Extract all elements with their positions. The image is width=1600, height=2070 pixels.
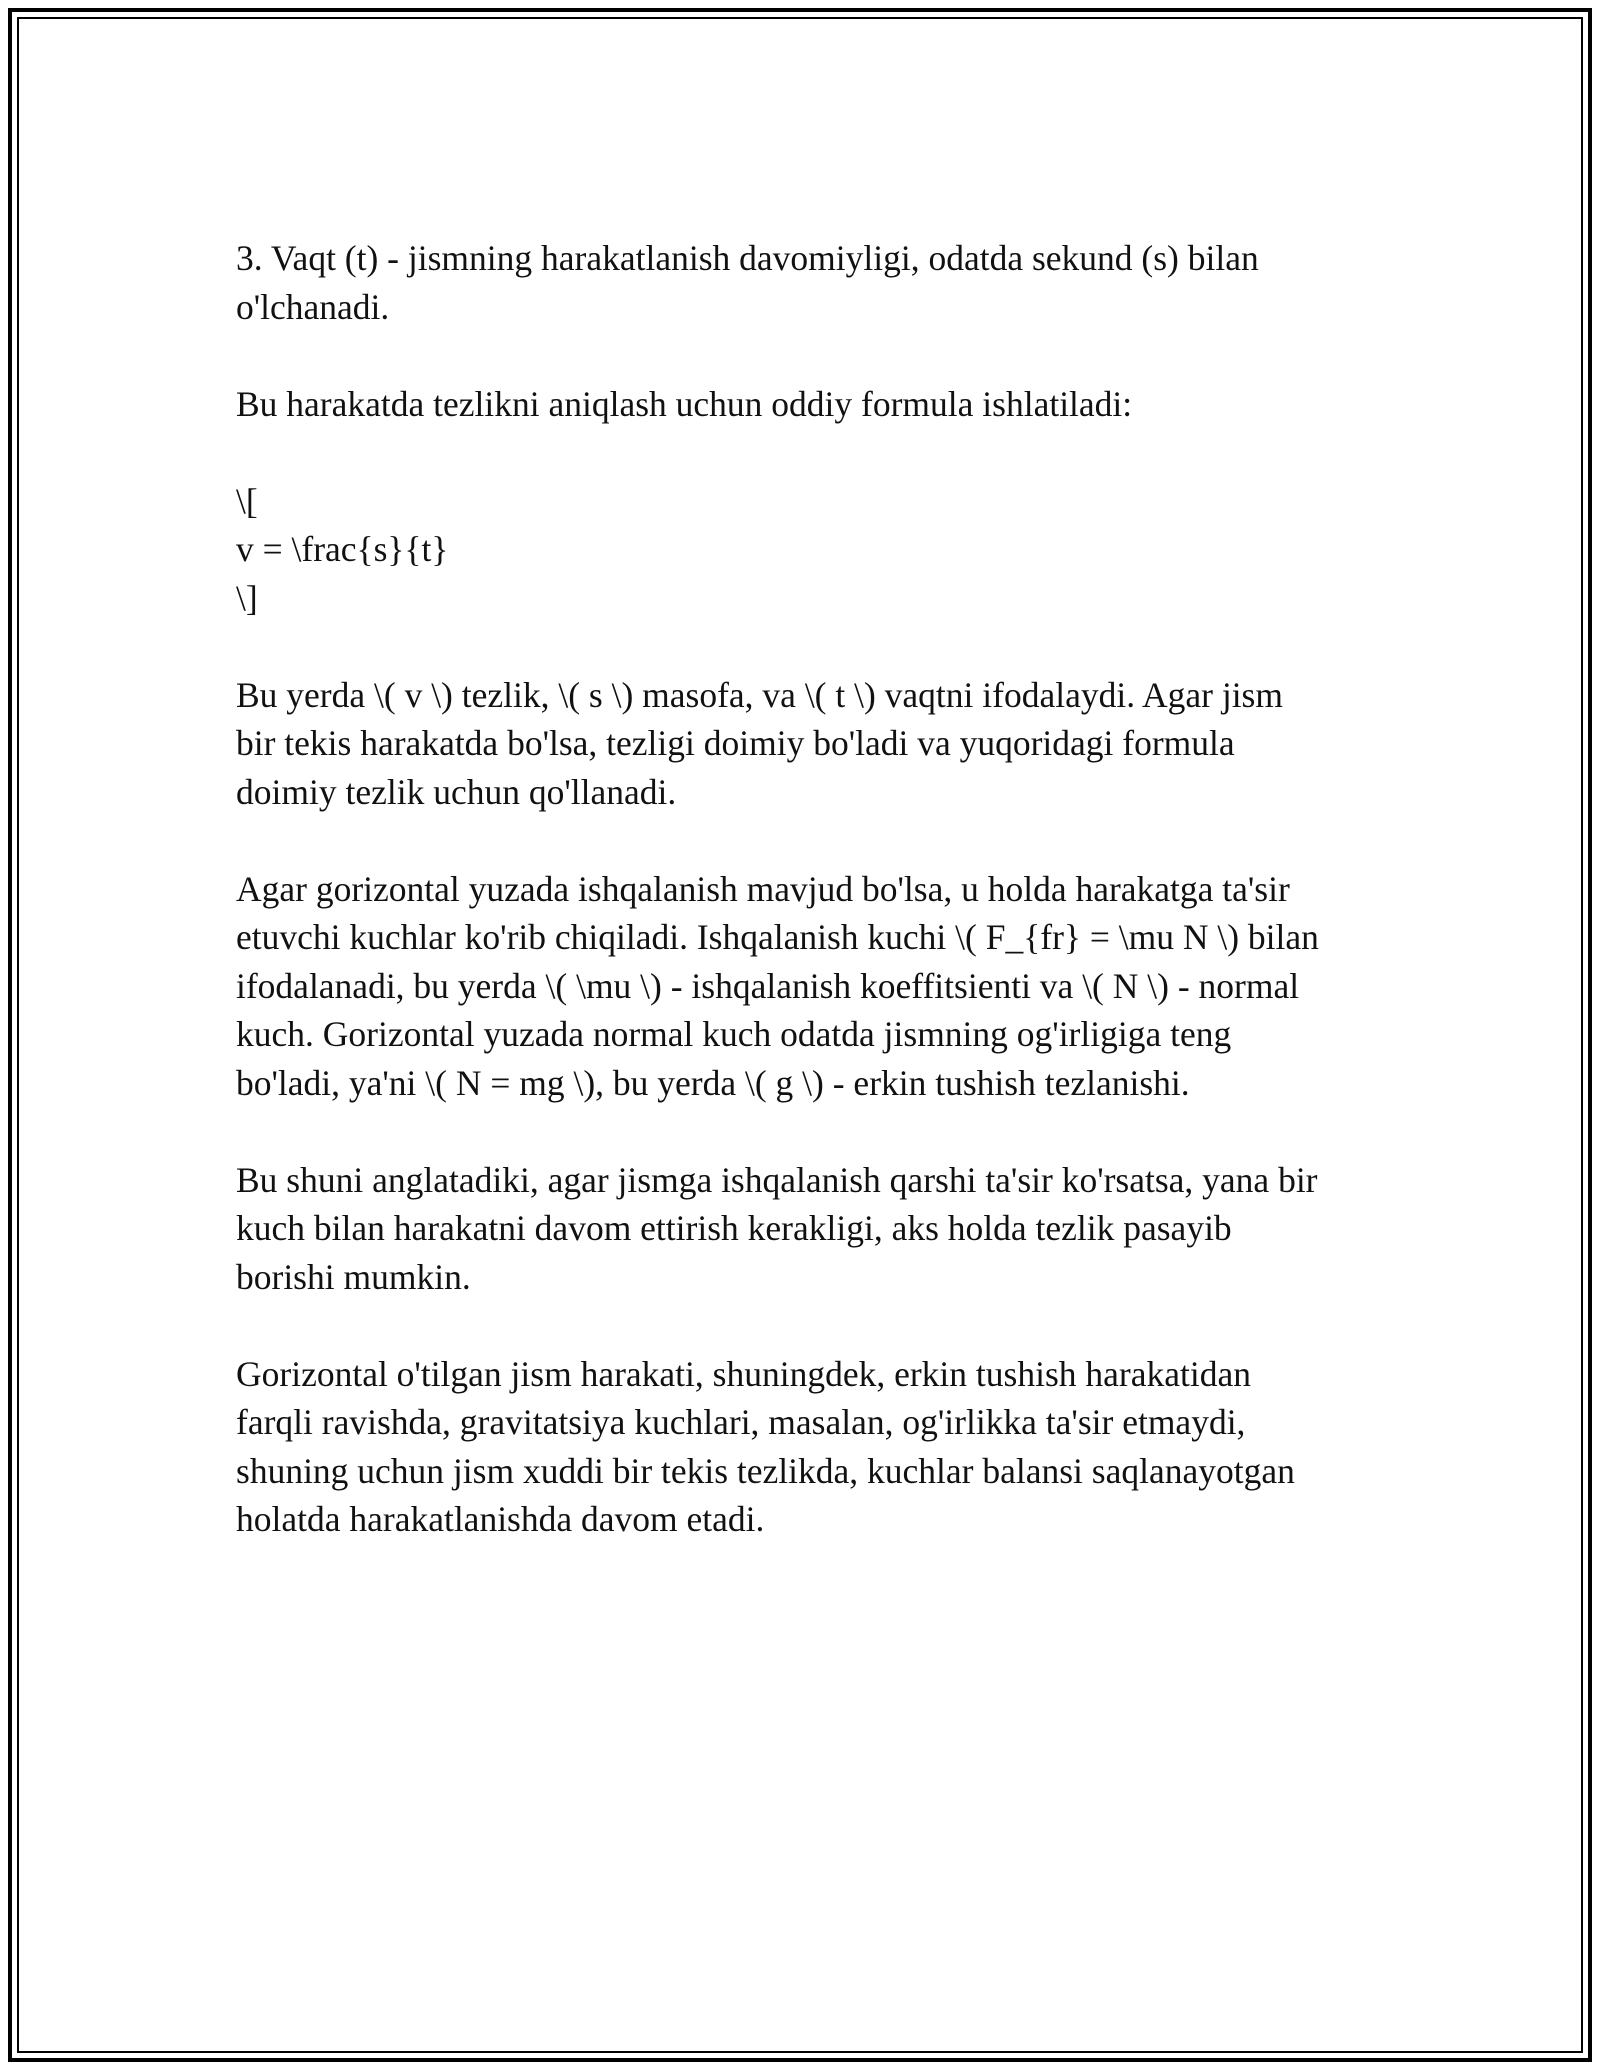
- text-line: shuning uchun jism xuddi bir tekis tezlikda, kuchlar balansi saqlanayotgan: [236, 1450, 1295, 1491]
- paragraph-variables: [236, 671, 1366, 817]
- text-line: Bu harakatda tezlikni aniqlash uchun oddiy formula ishlatiladi:: [236, 383, 1133, 424]
- paragraph-conclusion: [236, 1350, 1366, 1544]
- text-line: holatda harakatlanishda davom etadi.: [236, 1499, 765, 1539]
- text-line: kuch. Gorizontal yuzada normal kuch odatda jismning og'irligiga teng: [236, 1014, 1232, 1054]
- text-line: ifodalanadi, bu yerda \( \mu \) - ishqalanish koeffitsienti va \( N \) - normal: [236, 965, 1300, 1006]
- formula-block: [236, 477, 1366, 623]
- formula-line: \]: [236, 577, 258, 618]
- text-line: doimiy tezlik uchun qo'llanadi.: [236, 771, 677, 812]
- paragraph-friction: [236, 865, 1366, 1108]
- text-line: bo'ladi, ya'ni \( N = mg \), bu yerda \( g \) - erkin tushish tezlanishi.: [236, 1062, 1190, 1103]
- text-line: Gorizontal o'tilgan jism harakati, shuningdek, erkin tushish harakatidan: [236, 1353, 1251, 1394]
- paragraph-consequence: [236, 1156, 1366, 1302]
- text-line: borishi mumkin.: [236, 1256, 471, 1297]
- text-line: 3. Vaqt (t) - jismning harakatlanish davomiyligi, odatda sekund (s) bilan: [236, 238, 1259, 278]
- formula-line: \[: [236, 480, 258, 521]
- formula-line: v = \frac{s}{t}: [236, 529, 449, 569]
- document-body: [236, 234, 1366, 1592]
- text-line: Agar gorizontal yuzada ishqalanish mavjud bo'lsa, u holda harakatga ta'sir: [236, 868, 1290, 909]
- paragraph-time-definition: [236, 234, 1366, 331]
- text-line: kuch bilan harakatni davom ettirish kerakligi, aks holda tezlik pasayib: [236, 1208, 1232, 1248]
- text-line: Bu shuni anglatadiki, agar jismga ishqalanish qarshi ta'sir ko'rsatsa, yana bir: [236, 1159, 1318, 1200]
- text-line: etuvchi kuchlar ko'rib chiqiladi. Ishqalanish kuchi \( F_{fr} = \mu N \) bilan: [236, 917, 1319, 957]
- text-line: Bu yerda \( v \) tezlik, \( s \) masofa, va \( t \) vaqtni ifodalaydi. Agar jism: [236, 674, 1283, 715]
- text-line: o'lchanadi.: [236, 286, 390, 327]
- paragraph-formula-intro: [236, 380, 1366, 429]
- text-line: farqli ravishda, gravitatsiya kuchlari, masalan, og'irlikka ta'sir etmaydi,: [236, 1402, 1246, 1442]
- text-line: bir tekis harakatda bo'lsa, tezligi doimiy bo'ladi va yuqoridagi formula: [236, 723, 1235, 763]
